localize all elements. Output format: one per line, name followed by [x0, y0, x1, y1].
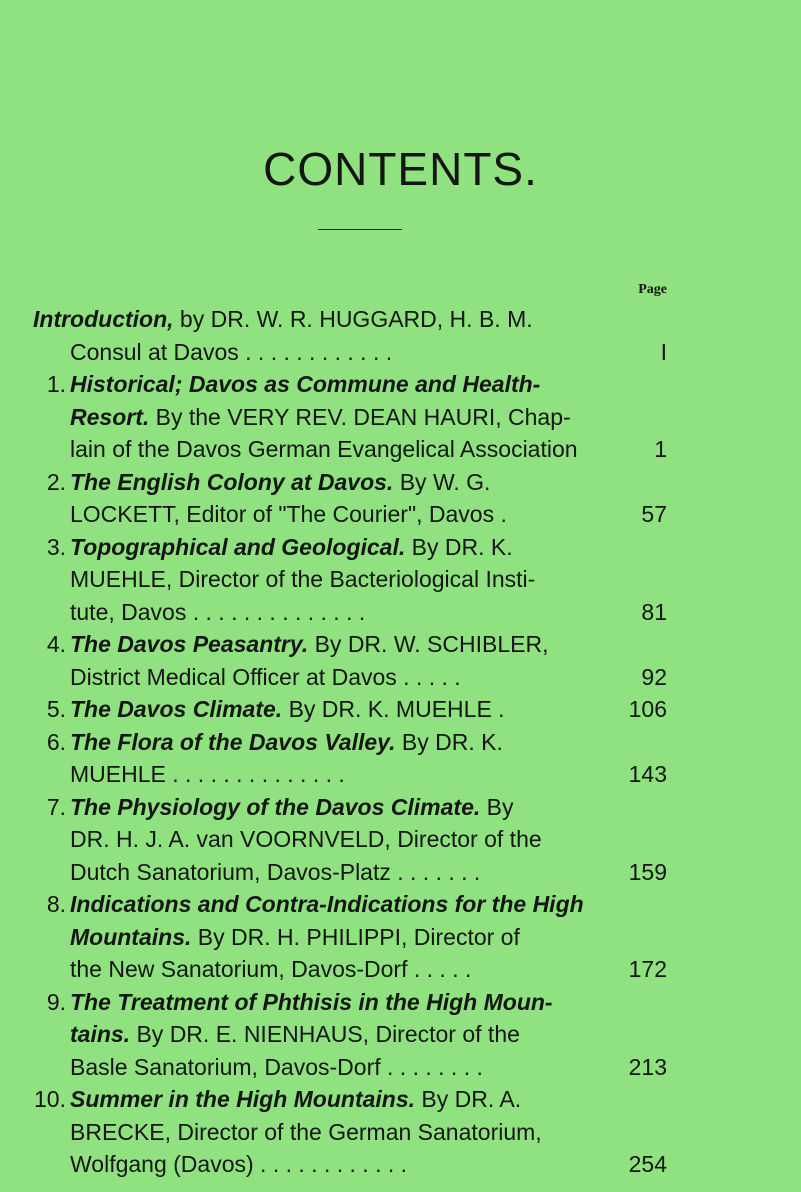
- toc-entry-byline: By DR. E. NIENHAUS, Director of the: [130, 1021, 520, 1047]
- toc-entry-byline: the New Sanatorium, Davos-Dorf . . . . .: [70, 956, 472, 982]
- toc-line: [0, 596, 801, 629]
- toc-line: [0, 368, 801, 401]
- toc-entry-text: [70, 596, 365, 629]
- toc-entry-byline: Dutch Sanatorium, Davos-Platz . . . . . . .: [70, 858, 481, 885]
- toc-entry-title: Historical; Davos as Commune and Health-: [70, 371, 541, 397]
- toc-line: [0, 1083, 801, 1116]
- toc-page-number: 57: [641, 501, 667, 527]
- toc-line: [0, 856, 801, 889]
- toc-entry-number: 8.: [46, 891, 66, 917]
- toc-entry-byline: By DR. A.: [415, 1086, 522, 1112]
- toc-page-number: 254: [628, 1151, 667, 1177]
- toc-entry-number: 2.: [46, 468, 66, 495]
- toc-entry-byline: BRECKE, Director of the German Sanatorium,: [70, 1118, 542, 1145]
- toc-line: [0, 1148, 801, 1181]
- toc-entry-byline: DR. H. J. A. van VOORNVELD, Director of the: [70, 826, 542, 852]
- toc-entry-byline: lain of the Davos German Evangelical Association: [70, 436, 578, 462]
- toc-entry-title: The English Colony at Davos.: [70, 468, 394, 495]
- toc-entry-byline: By the VERY REV. DEAN HAURI, Chap-: [149, 403, 571, 430]
- toc-line: [0, 303, 801, 336]
- toc-entry-byline: By W. G.: [393, 468, 491, 495]
- toc-entry-text: [70, 1083, 521, 1116]
- toc-entry-byline: LOCKETT, Editor of "The Courier", Davos .: [70, 501, 507, 527]
- toc-page-number: 172: [628, 956, 667, 982]
- toc-entry-text: [70, 401, 571, 434]
- toc-entry-byline: By: [480, 793, 514, 820]
- toc-entry-text: [70, 433, 578, 466]
- toc-line: [0, 986, 801, 1019]
- toc-entry-text: [70, 661, 461, 694]
- toc-entry-title: Resort.: [70, 403, 150, 430]
- toc-entry-byline: District Medical Officer at Davos . . . . .: [70, 663, 461, 690]
- toc-entry-byline: Consul at Davos . . . . . . . . . . . .: [70, 338, 393, 365]
- toc-line: [0, 563, 801, 596]
- toc-entry-number: 5.: [46, 696, 66, 722]
- toc-entry-title: The Physiology of the Davos Climate.: [70, 793, 481, 820]
- toc-page-number: 106: [628, 696, 667, 722]
- toc-entry-text: [70, 986, 553, 1019]
- toc-entry-title: The Davos Peasantry.: [70, 631, 309, 657]
- toc-entry-byline: Basle Sanatorium, Davos-Dorf . . . . . . . .: [70, 1053, 483, 1080]
- toc-entry-text: [70, 466, 490, 499]
- toc-entry-text: [70, 726, 503, 759]
- toc-entry-text: [70, 888, 584, 921]
- toc-entry-byline: tute, Davos . . . . . . . . . . . . . .: [70, 598, 366, 625]
- toc-entry-text: [70, 921, 520, 954]
- toc-line: [0, 433, 801, 466]
- toc-entry-number: 10.: [34, 1086, 66, 1112]
- toc-entry-title: Summer in the High Mountains.: [70, 1086, 416, 1112]
- toc-line: [0, 661, 801, 694]
- toc-entry-byline: By DR. K. MUEHLE .: [282, 696, 505, 722]
- toc-entry-number: 7.: [46, 793, 66, 820]
- toc-entry-text: [70, 823, 542, 856]
- toc-entry-text: [70, 1051, 483, 1084]
- toc-entry-title: Introduction,: [33, 306, 174, 332]
- toc-line: [0, 336, 801, 369]
- toc-entry-title: The Treatment of Phthisis in the High Moun-: [70, 988, 553, 1015]
- toc-entry-byline: By DR. K.: [405, 533, 513, 560]
- toc-entry-byline: MUEHLE, Director of the Bacteriological Insti-: [70, 566, 536, 592]
- toc-page-number: 92: [641, 663, 667, 690]
- toc-entry-title: Mountains.: [70, 923, 192, 950]
- toc-page-number: I: [660, 338, 667, 365]
- toc-line: [0, 693, 801, 726]
- toc-line: [0, 758, 801, 791]
- toc-entry-title: Indications and Contra-Indications for the High: [70, 891, 584, 917]
- toc-entry-text: [70, 791, 513, 824]
- toc-entry-title: The Davos Climate.: [70, 696, 283, 722]
- toc-line: [0, 1116, 801, 1149]
- toc-entry-title: Topographical and Geological.: [70, 533, 406, 560]
- toc-page-number: 159: [628, 858, 667, 885]
- toc-entry-number: 3.: [46, 533, 66, 560]
- toc-line: [0, 466, 801, 499]
- page-column-header: Page: [638, 282, 667, 297]
- title-rule: [318, 229, 402, 230]
- toc-entry-text: [70, 336, 392, 369]
- toc-entry-byline: MUEHLE . . . . . . . . . . . . . .: [70, 761, 345, 787]
- toc-line: [0, 823, 801, 856]
- toc-entry-text: [70, 856, 480, 889]
- toc-entry-byline: Wolfgang (Davos) . . . . . . . . . . . .: [70, 1151, 408, 1177]
- toc-line: [0, 726, 801, 759]
- toc-page-number: 1: [654, 436, 667, 462]
- toc-entry-number: 4.: [46, 631, 66, 657]
- toc-entry-text: [70, 1018, 520, 1051]
- toc-entry-text: [70, 498, 507, 531]
- toc-entry-byline: By DR. K.: [395, 728, 503, 755]
- toc-entry-text: [70, 693, 505, 726]
- toc-entry-text: [70, 563, 535, 596]
- toc-entry-byline: by DR. W. R. HUGGARD, H. B. M.: [173, 306, 533, 332]
- toc-line: [0, 1051, 801, 1084]
- toc-line: [0, 531, 801, 564]
- toc-entry-text: [70, 1116, 542, 1149]
- toc-entry-text: [70, 628, 548, 661]
- toc-entry-text: [33, 303, 533, 336]
- toc-line: [0, 401, 801, 434]
- toc-line: [0, 921, 801, 954]
- toc-entry-title: tains.: [70, 1021, 131, 1047]
- toc-page-number: 81: [641, 598, 667, 625]
- toc-line: [0, 628, 801, 661]
- toc-line: [0, 888, 801, 921]
- toc-page-number: 143: [628, 761, 667, 787]
- toc-entry-number: 9.: [46, 988, 66, 1015]
- toc-page-number: 213: [628, 1053, 667, 1080]
- toc-line: [0, 953, 801, 986]
- toc-entry-number: 1.: [46, 371, 66, 397]
- toc-entry-byline: By DR. W. SCHIBLER,: [308, 631, 549, 657]
- toc-line: [0, 498, 801, 531]
- toc-entry-byline: By DR. H. PHILIPPI, Director of: [191, 923, 520, 950]
- toc-line: [0, 791, 801, 824]
- toc-entry-text: [70, 1148, 407, 1181]
- toc-entry-text: [70, 758, 345, 791]
- toc-entry-text: [70, 953, 471, 986]
- toc-entry-title: The Flora of the Davos Valley.: [70, 728, 396, 755]
- toc-entry-text: [70, 368, 540, 401]
- page-title: CONTENTS.: [263, 143, 538, 195]
- toc-line: [0, 1018, 801, 1051]
- toc-entry-text: [70, 531, 513, 564]
- toc-entry-number: 6.: [46, 728, 66, 755]
